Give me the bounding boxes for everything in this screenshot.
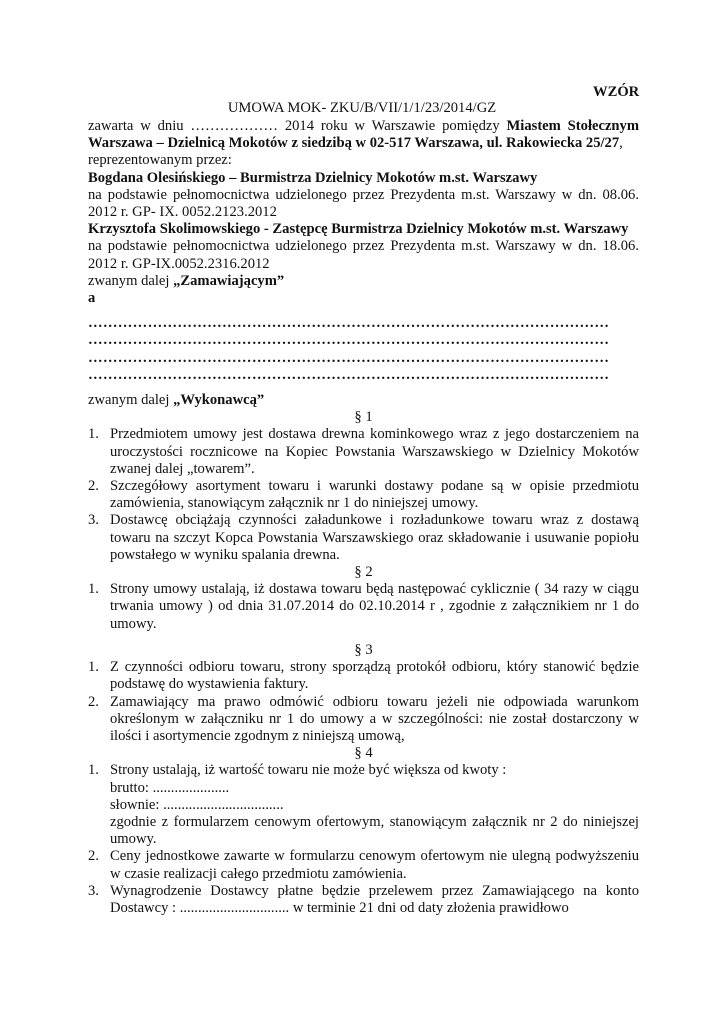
item-text: Ceny jednostkowe zawarte w formularzu cenowym ofertowym nie ulegną podwyższeniu w czasie realizacji całego przedmiotu zamówienia. [110, 848, 639, 882]
intro-text: zawarta w dniu ……………… 2014 roku w Warszawie pomiędzy [88, 118, 507, 134]
section-3-list [88, 659, 639, 745]
list-item [88, 478, 639, 512]
section-3-heading: § 3 [354, 641, 373, 658]
contractor-blank-line-4: …………………………………………………………………………………………… [88, 366, 610, 383]
item-number: 2. [88, 478, 99, 495]
conjunction-a: a [88, 290, 96, 307]
section-2-list [88, 581, 639, 633]
list-item [88, 512, 639, 564]
alias-prefix: zwanym dalej [88, 272, 174, 289]
list-item [88, 659, 639, 693]
price-form-reference: zgodnie z formularzem cenowym ofertowym, stanowiącym załącznik nr 2 do niniejszej umowy. [110, 813, 639, 848]
representative-2-authority: na podstawie pełnomocnictwa udzielonego przez Prezydenta m.st. Warszawy w dn. 18.06. 2012 r. GP-IX.0052.2316.2012 [88, 238, 639, 272]
list-item [88, 581, 639, 633]
item-number: 2. [88, 693, 99, 710]
ordering-party-name: „Zamawiającym” [173, 272, 285, 289]
contractor-blank-line-3: …………………………………………………………………………………………… [88, 349, 610, 366]
item-text: Z czynności odbioru towaru, strony sporządzą protokół odbioru, który stanowić będzie podstawę do wystawienia faktury. [110, 659, 639, 693]
section-1-list [88, 426, 639, 564]
item-number: 1. [88, 581, 99, 598]
represented-by: reprezentowanym przez: [88, 152, 232, 169]
list-item [88, 426, 639, 478]
contractor-blank-line-2: …………………………………………………………………………………………… [88, 332, 610, 349]
item-number: 3. [88, 512, 99, 529]
list-item [88, 848, 639, 882]
item-text: Strony umowy ustalają, iż dostawa towaru będą następować cyklicznie ( 34 razy w ciągu trwania umowy ) od dnia 31.07.2014 do 02.10.2014 r , zgodnie z załącznikiem nr 1 do umowy. [110, 581, 639, 632]
item-text: Szczegółowy asortyment towaru i warunki dostawy podane są w opisie przedmiotu zamówienia, stanowiącym załącznik nr 1 do niniejszej umowy. [110, 478, 639, 512]
template-marker: WZÓR [593, 84, 640, 100]
item-number: 1. [88, 659, 99, 676]
amount-in-words-blank: słownie: ................................. [110, 796, 284, 813]
item-text: Wynagrodzenie Dostawcy płatne będzie przelewem przez Zamawiającego na konto Dostawcy : .............................. w terminie 21 dni od daty złożenia prawidłowo [110, 882, 639, 916]
contract-title: UMOWA MOK- ZKU/B/VII/1/1/23/2014/GZ [227, 100, 497, 116]
contractor-name: „Wykonawcą” [173, 392, 265, 409]
section-1-heading: § 1 [354, 409, 373, 426]
party-city: Miastem Stołecznym Warszawa – Dzielnicą Mokotów z siedzibą w 02-517 Warszawa, ul. Rakowiecka 25/27 [88, 118, 639, 152]
item-text: Zamawiający ma prawo odmówić odbioru towaru jeżeli nie odpowiada warunkom określonym w załączniku nr 1 do umowy a w szczególności: nie został dostarczony w ilości i asortymencie zgodnym z niniejszą umową, [110, 693, 639, 744]
item-text: Dostawcę obciążają czynności załadunkowe i rozładunkowe towaru wraz z dostawą towaru na szczyt Kopca Powstania Warszawskiego oraz składowanie i usuwanie popiołu powstałego w wyniku spalania drewna. [110, 512, 639, 563]
contractor-alias [88, 392, 639, 409]
document-body [88, 84, 639, 917]
ordering-party-alias [88, 273, 639, 290]
item-text: Przedmiotem umowy jest dostawa drewna kominkowego wraz z jego dostarczeniem na uroczystości rocznicowe na Kopiec Powstania Warszawskiego w Dzielnicy Mokotów zwanej dalej „towarem”. [110, 426, 639, 477]
intro-comma: , [619, 135, 623, 152]
list-item [88, 883, 639, 917]
representative-1-name: Bogdana Olesińskiego – Burmistrza Dzielnicy Mokotów m.st. Warszawy [88, 169, 538, 186]
representative-1-authority: na podstawie pełnomocnictwa udzielonego przez Prezydenta m.st. Warszawy w dn. 08.06. 2012 r. GP- IX. 0052.2123.2012 [88, 186, 639, 221]
item-number: 3. [88, 882, 99, 899]
section-2-heading: § 2 [354, 564, 373, 581]
alias-prefix: zwanym dalej [88, 392, 174, 409]
section-4-list [88, 762, 639, 917]
contractor-blank-line-1: …………………………………………………………………………………………… [88, 315, 610, 332]
gross-amount-blank: brutto: ..................... [110, 779, 230, 796]
section-4-heading: § 4 [354, 745, 373, 762]
list-item [88, 762, 639, 848]
item-number: 2. [88, 848, 99, 865]
list-item [88, 694, 639, 746]
intro-paragraph [88, 118, 639, 152]
value-cap-text: Strony ustalają, iż wartość towaru nie może być większa od kwoty : [110, 762, 507, 779]
item-number: 1. [88, 426, 99, 443]
item-number: 1. [88, 762, 99, 779]
representative-2-name: Krzysztofa Skolimowskiego - Zastępcę Burmistrza Dzielnicy Mokotów m.st. Warszawy [88, 221, 629, 238]
